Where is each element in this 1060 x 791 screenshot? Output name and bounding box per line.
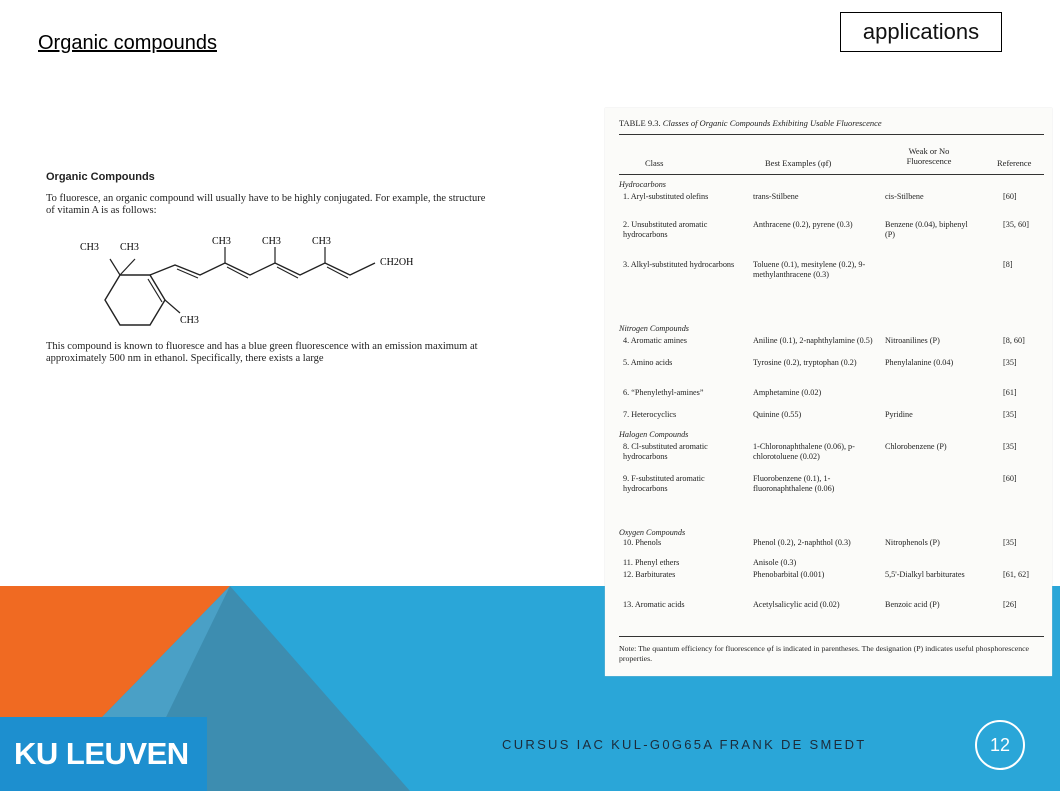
- table-caption-label: TABLE 9.3.: [619, 118, 661, 128]
- row-best: Toluene (0.1), mesitylene (0.2), 9-methylanthracene (0.3): [753, 260, 866, 279]
- row-class: 7. Heterocyclics: [623, 410, 677, 419]
- excerpt-heading: Organic Compounds: [46, 171, 155, 183]
- section-halogen: Halogen Compounds: [619, 430, 689, 439]
- page-number: 12: [975, 720, 1025, 770]
- section-oxygen: Oxygen Compounds: [619, 528, 686, 537]
- row-ref: [35]: [1003, 538, 1017, 547]
- vitamin-a-structure: [80, 235, 440, 335]
- row-best: Aniline (0.1), 2-naphthylamine (0.5): [753, 336, 873, 345]
- ch2oh-label: CH2OH: [380, 257, 414, 268]
- row-ref: [60]: [1003, 192, 1017, 201]
- row-best: Quinine (0.55): [753, 410, 802, 419]
- row-best: trans-Stilbene: [753, 192, 799, 201]
- row-weak: 5,5'-Dialkyl barbiturates: [885, 570, 965, 579]
- row-best: Phenobarbital (0.001): [753, 570, 825, 579]
- row-best: Phenol (0.2), 2-naphthol (0.3): [753, 538, 851, 547]
- table-rule: [619, 636, 1044, 637]
- row-best: Fluorobenzene (0.1), 1-fluoronaphthalene (0.06): [753, 474, 835, 493]
- ch3-label: CH3: [312, 236, 331, 247]
- row-class: 5. Amino acids: [623, 358, 673, 367]
- row-weak: Benzene (0.04), biphenyl (P): [885, 220, 968, 239]
- row-class: 11. Phenyl ethers: [623, 558, 680, 567]
- applications-tag: applications: [840, 12, 1002, 52]
- table-note: Note: The quantum efficiency for fluorescence φf is indicated in parentheses. The designation (P) indicates useful phosphorescence properties.: [619, 644, 1030, 663]
- ch3-label: CH3: [80, 242, 99, 253]
- row-best: Anisole (0.3): [753, 558, 797, 567]
- row-ref: [8, 60]: [1003, 336, 1025, 345]
- row-ref: [61]: [1003, 388, 1017, 397]
- table-rule: [619, 134, 1044, 135]
- row-best: 1-Chloronaphthalene (0.06), p-chlorotoluene (0.02): [753, 442, 855, 461]
- ch3-label: CH3: [120, 242, 139, 253]
- row-ref: [35]: [1003, 442, 1017, 451]
- row-class: 9. F-substituted aromatic hydrocarbons: [623, 474, 705, 493]
- left-scan-excerpt: [40, 165, 500, 385]
- row-class: 13. Aromatic acids: [623, 600, 685, 609]
- section-hydrocarbons: Hydrocarbons: [619, 180, 666, 189]
- row-ref: [35]: [1003, 410, 1017, 419]
- row-class: 10. Phenols: [623, 538, 662, 547]
- row-weak: Benzoic acid (P): [885, 600, 940, 609]
- row-weak: Phenylalanine (0.04): [885, 358, 954, 367]
- ch3-label: CH3: [212, 236, 231, 247]
- row-weak: cis-Stilbene: [885, 192, 924, 201]
- fluorescence-table-scan: [605, 108, 1052, 676]
- table-rule: [619, 174, 1044, 175]
- ch3-label: CH3: [180, 315, 199, 326]
- row-weak: Nitrophenols (P): [885, 538, 940, 547]
- row-class: 1. Aryl-substituted olefins: [623, 192, 709, 201]
- header-best: Best Examples (φf): [765, 158, 832, 168]
- header-class: Class: [645, 158, 664, 168]
- table-caption-title: Classes of Organic Compounds Exhibiting Usable Fluorescence: [662, 118, 882, 128]
- row-class: 3. Alkyl-substituted hydrocarbons: [623, 260, 735, 269]
- row-class: 8. Cl-substituted aromatic hydrocarbons: [623, 442, 708, 461]
- row-ref: [61, 62]: [1003, 570, 1029, 579]
- ku-leuven-logo: [0, 717, 207, 791]
- row-ref: [35, 60]: [1003, 220, 1029, 229]
- header-weak: Weak or No Fluorescence: [906, 146, 952, 166]
- excerpt-paragraph-2: This compound is known to fluoresce and has a blue green fluorescence with an emission maximum at approximately 500 nm in ethanol. Specifically, there exists a large: [46, 341, 478, 364]
- table-caption: [619, 118, 882, 128]
- footer-course: CURSUS IAC KUL-G0G65A FRANK DE SMEDT: [502, 737, 867, 752]
- row-ref: [26]: [1003, 600, 1017, 609]
- row-best: Anthracene (0.2), pyrene (0.3): [753, 220, 853, 229]
- slide-title: Organic compounds: [38, 32, 217, 54]
- row-class: 12. Barbiturates: [623, 570, 676, 579]
- ch3-label: CH3: [262, 236, 281, 247]
- section-nitrogen: Nitrogen Compounds: [619, 324, 689, 333]
- row-ref: [8]: [1003, 260, 1013, 269]
- row-ref: [60]: [1003, 474, 1017, 483]
- row-class: 4. Aromatic amines: [623, 336, 687, 345]
- row-best: Tyrosine (0.2), tryptophan (0.2): [753, 358, 857, 367]
- row-weak: Chlorobenzene (P): [885, 442, 947, 451]
- row-best: Acetylsalicylic acid (0.02): [753, 600, 840, 609]
- row-class: 2. Unsubstituted aromatic hydrocarbons: [623, 220, 708, 239]
- row-best: Amphetamine (0.02): [753, 388, 822, 397]
- header-reference: Reference: [997, 158, 1032, 168]
- row-ref: [35]: [1003, 358, 1017, 367]
- row-weak: Pyridine: [885, 410, 913, 419]
- excerpt-paragraph-1: To fluoresce, an organic compound will usually have to be highly conjugated. For example, the structure of vitamin A is as follows:: [46, 193, 486, 216]
- logo-text: KU LEUVEN: [14, 736, 189, 771]
- row-class: 6. “Phenylethyl-amines”: [623, 388, 704, 397]
- row-weak: Nitroanilines (P): [885, 336, 940, 345]
